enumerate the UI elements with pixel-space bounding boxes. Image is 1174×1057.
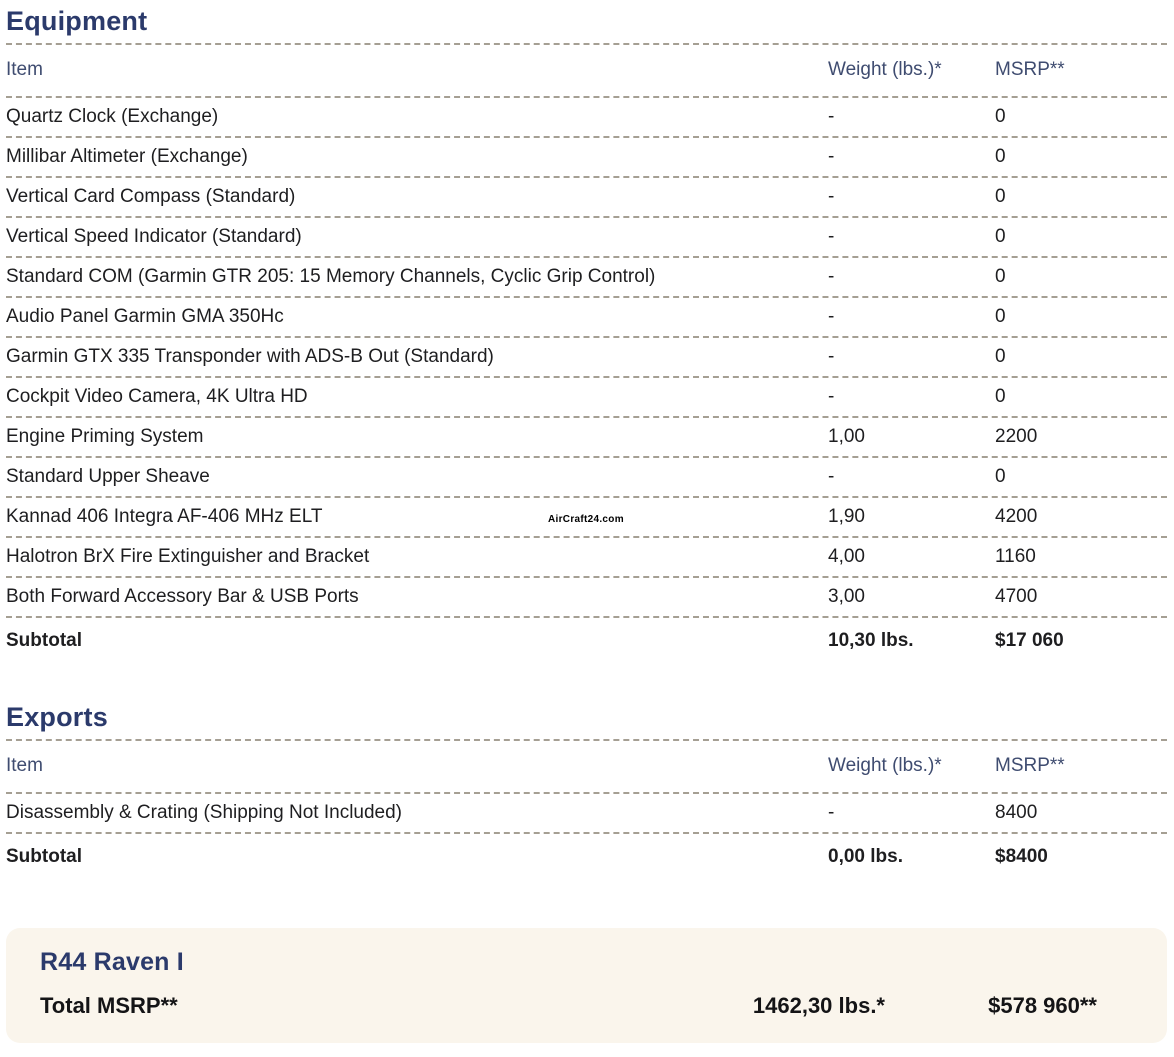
cell-weight: - <box>828 801 835 823</box>
column-header-weight: Weight (lbs.)* <box>828 59 942 81</box>
subtotal-label: Subtotal <box>6 629 82 651</box>
table-row <box>6 218 1167 258</box>
cell-item: Cockpit Video Camera, 4K Ultra HD <box>6 385 308 407</box>
cell-weight: - <box>828 265 835 287</box>
column-header-msrp: MSRP** <box>995 59 1065 81</box>
cell-item: Vertical Speed Indicator (Standard) <box>6 225 302 247</box>
cell-item: Halotron BrX Fire Extinguisher and Bracket <box>6 545 370 567</box>
cell-weight: - <box>828 385 835 407</box>
cell-msrp: 0 <box>995 145 1006 167</box>
equipment-subtotal-row <box>6 618 1167 664</box>
cell-weight: 3,00 <box>828 585 865 607</box>
cell-item: Millibar Altimeter (Exchange) <box>6 145 248 167</box>
table-row <box>6 178 1167 218</box>
total-msrp-value: $578 960** <box>988 993 1097 1018</box>
cell-item: Garmin GTX 335 Transponder with ADS-B Out (Standard) <box>6 345 494 367</box>
cell-msrp: 4700 <box>995 585 1038 607</box>
table-row <box>6 258 1167 298</box>
cell-item: Standard Upper Sheave <box>6 465 210 487</box>
equipment-header-row <box>6 45 1167 98</box>
cell-msrp: 0 <box>995 345 1006 367</box>
total-msrp-label: Total MSRP** <box>40 993 178 1018</box>
cell-item: Kannad 406 Integra AF-406 MHz ELT <box>6 505 323 527</box>
cell-item: Quartz Clock (Exchange) <box>6 105 219 127</box>
subtotal-msrp: $17 060 <box>995 629 1064 651</box>
section-title-equipment: Equipment <box>6 4 1167 45</box>
column-header-item: Item <box>6 755 43 777</box>
cell-weight: - <box>828 105 835 127</box>
subtotal-weight: 10,30 lbs. <box>828 629 914 651</box>
cell-item: Audio Panel Garmin GMA 350Hc <box>6 305 284 327</box>
cell-weight: 1,00 <box>828 425 865 447</box>
exports-subtotal-row <box>6 834 1167 880</box>
cell-item: Vertical Card Compass (Standard) <box>6 185 296 207</box>
table-row <box>6 794 1167 834</box>
cell-msrp: 0 <box>995 225 1006 247</box>
total-summary-box <box>6 928 1167 1043</box>
exports-table <box>6 741 1167 880</box>
subtotal-label: Subtotal <box>6 845 82 867</box>
subtotal-msrp: $8400 <box>995 845 1048 867</box>
section-title-exports: Exports <box>6 700 1167 741</box>
cell-msrp: 1160 <box>995 545 1036 567</box>
exports-header-row <box>6 741 1167 794</box>
column-header-item: Item <box>6 59 43 81</box>
subtotal-weight: 0,00 lbs. <box>828 845 903 867</box>
cell-weight: - <box>828 465 835 487</box>
cell-weight: - <box>828 225 835 247</box>
cell-item: Standard COM (Garmin GTR 205: 15 Memory Channels, Cyclic Grip Control) <box>6 265 656 287</box>
cell-weight: 4,00 <box>828 545 865 567</box>
table-row <box>6 418 1167 458</box>
equipment-section <box>6 4 1167 664</box>
cell-weight: 1,90 <box>828 505 865 527</box>
table-row <box>6 378 1167 418</box>
column-header-weight: Weight (lbs.)* <box>828 755 942 777</box>
cell-item: Disassembly & Crating (Shipping Not Included) <box>6 801 403 823</box>
total-msrp-row <box>40 993 1097 1019</box>
cell-weight: - <box>828 345 835 367</box>
cell-msrp: 0 <box>995 185 1006 207</box>
cell-item: Engine Priming System <box>6 425 204 447</box>
site-watermark: AirCraft24.com <box>548 514 624 525</box>
table-row <box>6 578 1167 618</box>
column-header-msrp: MSRP** <box>995 755 1065 777</box>
table-row <box>6 98 1167 138</box>
cell-msrp: 2200 <box>995 425 1038 447</box>
cell-weight: - <box>828 305 835 327</box>
equipment-table <box>6 45 1167 664</box>
cell-msrp: 0 <box>995 265 1006 287</box>
cell-msrp: 0 <box>995 305 1006 327</box>
table-row <box>6 458 1167 498</box>
cell-weight: - <box>828 185 835 207</box>
cell-item: Both Forward Accessory Bar & USB Ports <box>6 585 359 607</box>
cell-weight: - <box>828 145 835 167</box>
table-row <box>6 338 1167 378</box>
cell-msrp: 8400 <box>995 801 1038 823</box>
cell-msrp: 0 <box>995 105 1006 127</box>
cell-msrp: 0 <box>995 465 1006 487</box>
model-name: R44 Raven I <box>40 948 184 976</box>
table-row <box>6 298 1167 338</box>
cell-msrp: 0 <box>995 385 1006 407</box>
table-row <box>6 538 1167 578</box>
cell-msrp: 4200 <box>995 505 1038 527</box>
total-weight-value: 1462,30 lbs.* <box>752 993 885 1018</box>
table-row <box>6 138 1167 178</box>
exports-section <box>6 700 1167 880</box>
